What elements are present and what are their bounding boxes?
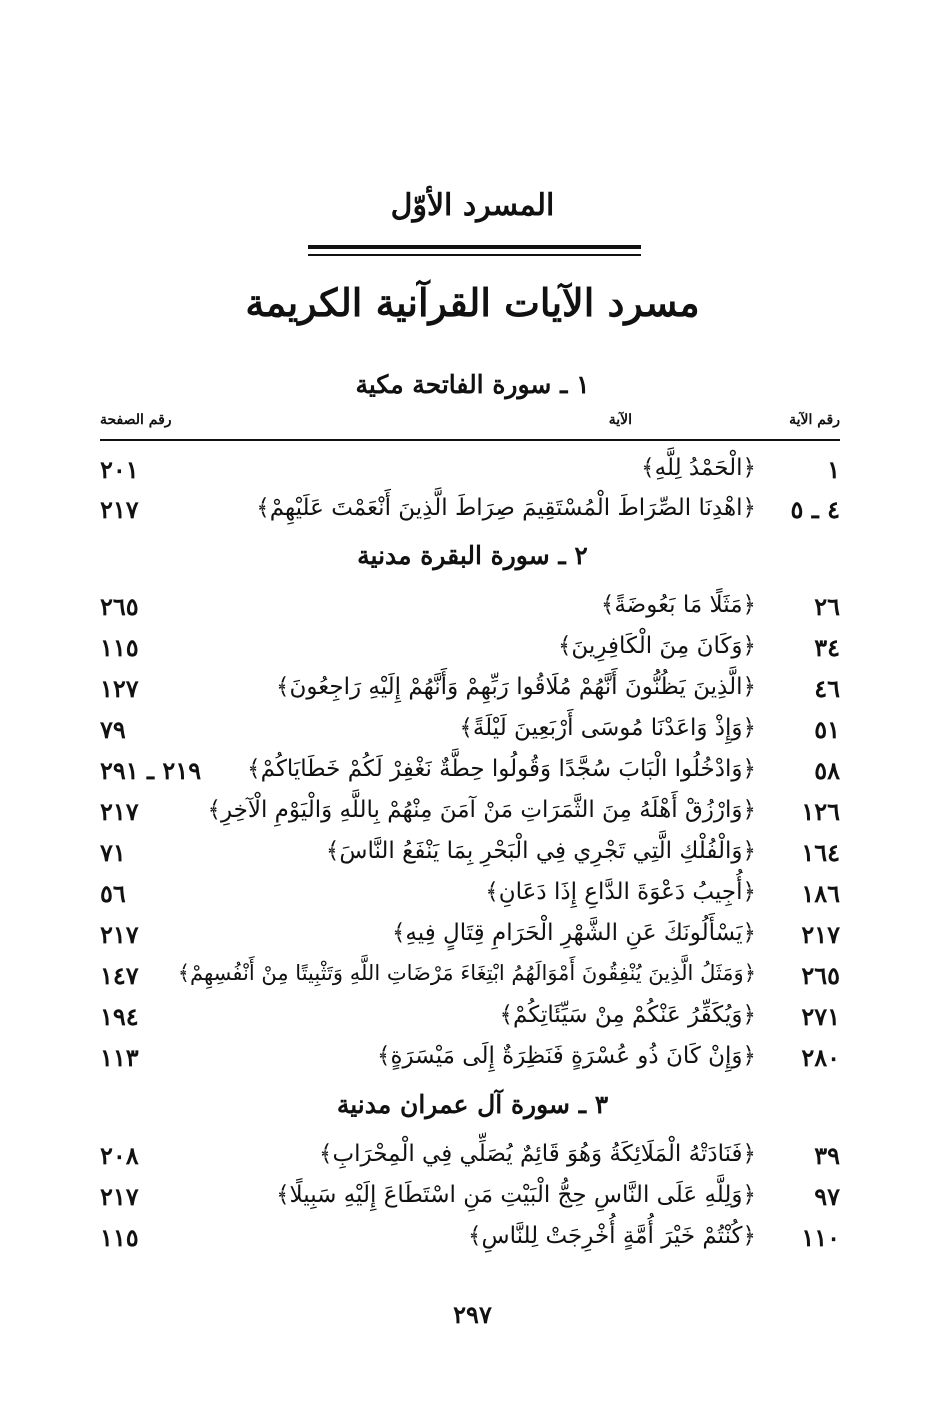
page-number: ٧٩ (100, 715, 126, 744)
table-row (100, 495, 840, 533)
table-row (100, 1002, 840, 1040)
table-row (100, 455, 840, 493)
page-number: ١٢٧ (100, 674, 139, 703)
ayah-text: ﴿وَيُكَفِّرُ عَنْكُمْ مِنْ سَيِّئَاتِكُمْ﴾ (499, 1002, 756, 1028)
surah-heading: ٢ ـ سورة البقرة مدنية (357, 541, 588, 570)
ayah-number: ١٢٦ (801, 797, 840, 826)
ayah-text: ﴿كُنْتُمْ خَيْرَ أُمَّةٍ أُخْرِجَتْ لِلنَّاسِ﴾ (468, 1223, 756, 1249)
page-number: ٢١٧ (100, 1182, 139, 1211)
ayah-text: ﴿أُجِيبُ دَعْوَةَ الدَّاعِ إِذَا دَعَانِ﴾ (485, 879, 756, 905)
ayah-number: ٢٦ (814, 592, 840, 621)
page-number: ١١٥ (100, 633, 139, 662)
ayah-text: ﴿وَإِذْ وَاعَدْنَا مُوسَى أَرْبَعِينَ لَيْلَةً﴾ (459, 715, 756, 741)
section-title: المسرد الأوّل (390, 188, 555, 223)
ayah-number: ٢١٧ (801, 920, 840, 949)
table-row (100, 879, 840, 917)
ayah-text: ﴿وَكَانَ مِنَ الْكَافِرِينَ﴾ (557, 633, 756, 659)
ayah-text: ﴿وَالْفُلْكِ الَّتِي تَجْرِي فِي الْبَحْرِ بِمَا يَنْفَعُ النَّاسَ﴾ (325, 838, 756, 864)
table-row (100, 838, 840, 876)
header-rule (100, 439, 840, 441)
page-number: ٢٠٨ (100, 1141, 139, 1170)
surah-heading: ٣ ـ سورة آل عمران مدنية (336, 1090, 609, 1119)
header-ayah-number: رقم الآية (789, 412, 840, 428)
page-number: ٢١٧ (100, 495, 139, 524)
ayah-number: ٢٧١ (801, 1002, 840, 1031)
table-row (100, 1141, 840, 1179)
column-headers (100, 412, 840, 434)
ayah-text: ﴿فَنَادَتْهُ الْمَلَائِكَةُ وَهُوَ قَائِمٌ يُصَلِّي فِي الْمِحْرَابِ﴾ (319, 1141, 756, 1167)
ayah-number: ٥١ (814, 715, 840, 744)
ayah-number: ٢٦٥ (801, 961, 840, 990)
ayah-text: ﴿يَسْأَلُونَكَ عَنِ الشَّهْرِ الْحَرَامِ قِتَالٍ فِيهِ﴾ (391, 920, 756, 946)
table-row (100, 633, 840, 671)
double-rule (308, 245, 641, 256)
header-ayah: الآية (608, 412, 632, 428)
page-number: ٢٦٥ (100, 592, 139, 621)
page-number: ١٩٤ (100, 1002, 139, 1031)
ayah-text: ﴿الْحَمْدُ لِلَّهِ﴾ (641, 455, 756, 481)
ayah-number: ٥٨ (814, 756, 840, 785)
page-number: ٢٠١ (100, 455, 139, 484)
page-number: ٥٦ (100, 879, 126, 908)
table-row (100, 797, 840, 835)
ayah-number: ٢٨٠ (801, 1043, 840, 1072)
page-number: ٢١٩ ـ ٢٩١ (100, 756, 202, 785)
ayah-number: ١١٠ (801, 1223, 840, 1252)
page-number: ١١٣ (100, 1043, 139, 1072)
table-row (100, 961, 840, 999)
ayah-text: ﴿وَلِلَّهِ عَلَى النَّاسِ حِجُّ الْبَيْتِ مَنِ اسْتَطَاعَ إِلَيْهِ سَبِيلًا﴾ (276, 1182, 756, 1208)
page-number: ٢١٧ (100, 797, 139, 826)
ayah-number: ٣٩ (814, 1141, 840, 1170)
page-number: ١٤٧ (100, 961, 139, 990)
ayah-number: ٣٤ (814, 633, 840, 662)
page-number: ١١٥ (100, 1223, 139, 1252)
table-row (100, 1182, 840, 1220)
table-row (100, 1043, 840, 1081)
page-number-footer: ٢٩٧ (453, 1300, 492, 1329)
page-number: ٢١٧ (100, 920, 139, 949)
ayah-number: ١ (827, 455, 840, 484)
ayah-number: ٩٧ (814, 1182, 840, 1211)
table-row (100, 1223, 840, 1261)
ayah-text: ﴿اهْدِنَا الصِّرَاطَ الْمُسْتَقِيمَ صِرَاطَ الَّذِينَ أَنْعَمْتَ عَلَيْهِمْ﴾ (256, 495, 756, 521)
ayah-text: ﴿الَّذِينَ يَظُنُّونَ أَنَّهُمْ مُلَاقُوا رَبِّهِمْ وَأَنَّهُمْ إِلَيْهِ رَاجِعُونَ﴾ (276, 674, 756, 700)
ayah-text: ﴿وَارْزُقْ أَهْلَهُ مِنَ الثَّمَرَاتِ مَنْ آمَنَ مِنْهُمْ بِاللَّهِ وَالْيَوْمِ الْآخِرِ﴾ (207, 797, 756, 823)
ayah-text: ﴿وَمَثَلُ الَّذِينَ يُنْفِقُونَ أَمْوَالَهُمُ ابْتِغَاءَ مَرْضَاتِ اللَّهِ وَتَثْبِيتًا مِنْ أَنْفُسِهِمْ﴾ (177, 961, 756, 985)
header-page-number: رقم الصفحة (100, 412, 172, 428)
page-number: ٧١ (100, 838, 126, 867)
table-row (100, 920, 840, 958)
table-row (100, 674, 840, 712)
surah-heading: ١ ـ سورة الفاتحة مكية (355, 370, 590, 399)
ayah-number: ١٦٤ (801, 838, 840, 867)
table-row (100, 592, 840, 630)
main-title: مسرد الآيات القرآنية الكريمة (245, 280, 700, 325)
ayah-text: ﴿وَإِنْ كَانَ ذُو عُسْرَةٍ فَنَظِرَةٌ إِلَى مَيْسَرَةٍ﴾ (376, 1043, 756, 1069)
table-row (100, 756, 840, 794)
ayah-number: ٤ ـ ٥ (790, 495, 840, 524)
table-row (100, 715, 840, 753)
ayah-text: ﴿مَثَلًا مَا بَعُوضَةً﴾ (600, 592, 756, 618)
ayah-number: ١٨٦ (801, 879, 840, 908)
ayah-text: ﴿وَادْخُلُوا الْبَابَ سُجَّدًا وَقُولُوا حِطَّةٌ نَغْفِرْ لَكُمْ خَطَايَاكُمْ﴾ (247, 756, 756, 782)
ayah-number: ٤٦ (814, 674, 840, 703)
